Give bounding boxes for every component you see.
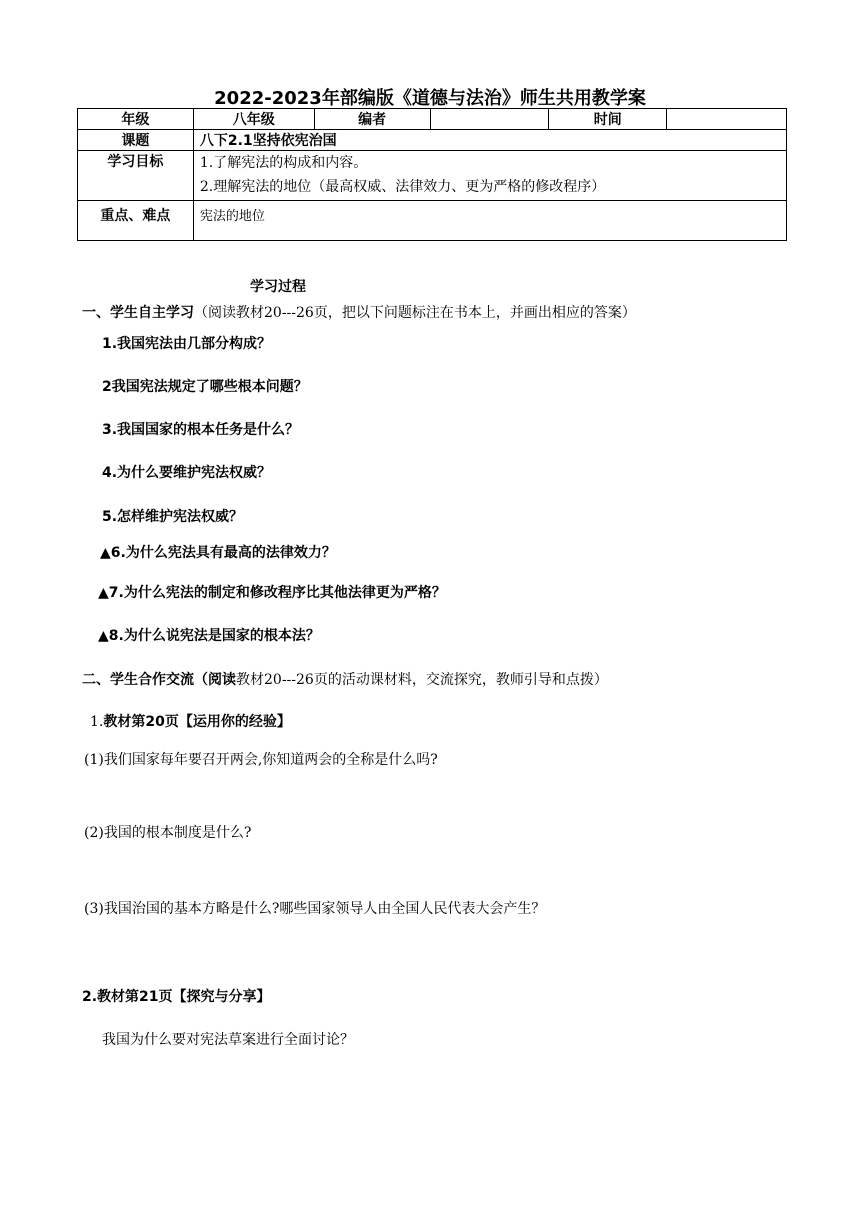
topic-value: 八下2.1坚持依宪治国 — [193, 130, 786, 151]
question-2: 2我国宪法规定了哪些根本问题？ — [102, 379, 308, 395]
editor-label: 编者 — [314, 109, 430, 130]
question-7: ▲7.为什么宪法的制定和修改程序比其他法律更为严格？ — [98, 585, 446, 601]
grade-label: 年级 — [78, 109, 194, 130]
question-1: 1.我国宪法由几部分构成？ — [102, 336, 272, 352]
section2-line — [82, 669, 608, 689]
goals-cell — [193, 151, 786, 201]
editor-value — [430, 109, 549, 130]
time-value — [667, 109, 787, 130]
question-6: ▲6.为什么宪法具有最高的法律效力？ — [100, 545, 336, 561]
lesson-info-table — [77, 108, 787, 241]
item1-question-2: (2)我国的根本制度是什么? — [84, 825, 252, 841]
item1-question-3: (3)我国治国的基本方略是什么?哪些国家领导人由全国人民代表大会产生？ — [84, 901, 546, 917]
item2-title: 2.教材第21页【探究与分享】 — [82, 989, 271, 1005]
section2-heading: 二、学生合作交流（阅读 — [82, 672, 236, 688]
question-5: 5.怎样维护宪法权威？ — [102, 509, 244, 525]
item2-question: 我国为什么要对宪法草案进行全面讨论？ — [102, 1032, 354, 1048]
key-value: 宪法的地位 — [193, 201, 786, 241]
goal-item: 1.了解宪法的构成和内容。 — [199, 155, 368, 171]
question-8: ▲8.为什么说宪法是国家的根本法？ — [98, 628, 320, 644]
question-3: 3.我国国家的根本任务是什么？ — [102, 422, 300, 438]
process-heading: 学习过程 — [250, 279, 306, 295]
question-4: 4.为什么要维护宪法权威？ — [102, 465, 272, 481]
goal-item: 2.理解宪法的地位（最高权威、法律效力、更为严格的修改程序） — [199, 179, 606, 195]
item1-title: 教材第20页【运用你的经验】 — [103, 714, 291, 730]
item1-line — [90, 711, 291, 731]
item1-prefix: 1. — [90, 714, 104, 730]
time-label: 时间 — [549, 109, 667, 130]
section1-heading: 一、学生自主学习 — [82, 305, 194, 321]
grade-value: 八年级 — [193, 109, 314, 130]
topic-label: 课题 — [78, 130, 194, 151]
section2-note: 教材20---26页的活动课材料，交流探究，教师引导和点拨） — [236, 672, 608, 688]
item1-question-1: (1)我们国家每年要召开两会,你知道两会的全称是什么吗? — [84, 752, 438, 768]
goals-label: 学习目标 — [78, 151, 194, 201]
section1-note: （阅读教材20---26页，把以下问题标注在书本上，并画出相应的答案） — [194, 305, 636, 321]
section1-line — [82, 302, 636, 322]
key-label: 重点、难点 — [78, 201, 194, 241]
document-title: 2022-2023年部编版《道德与法治》师生共用教学案 — [214, 88, 646, 109]
